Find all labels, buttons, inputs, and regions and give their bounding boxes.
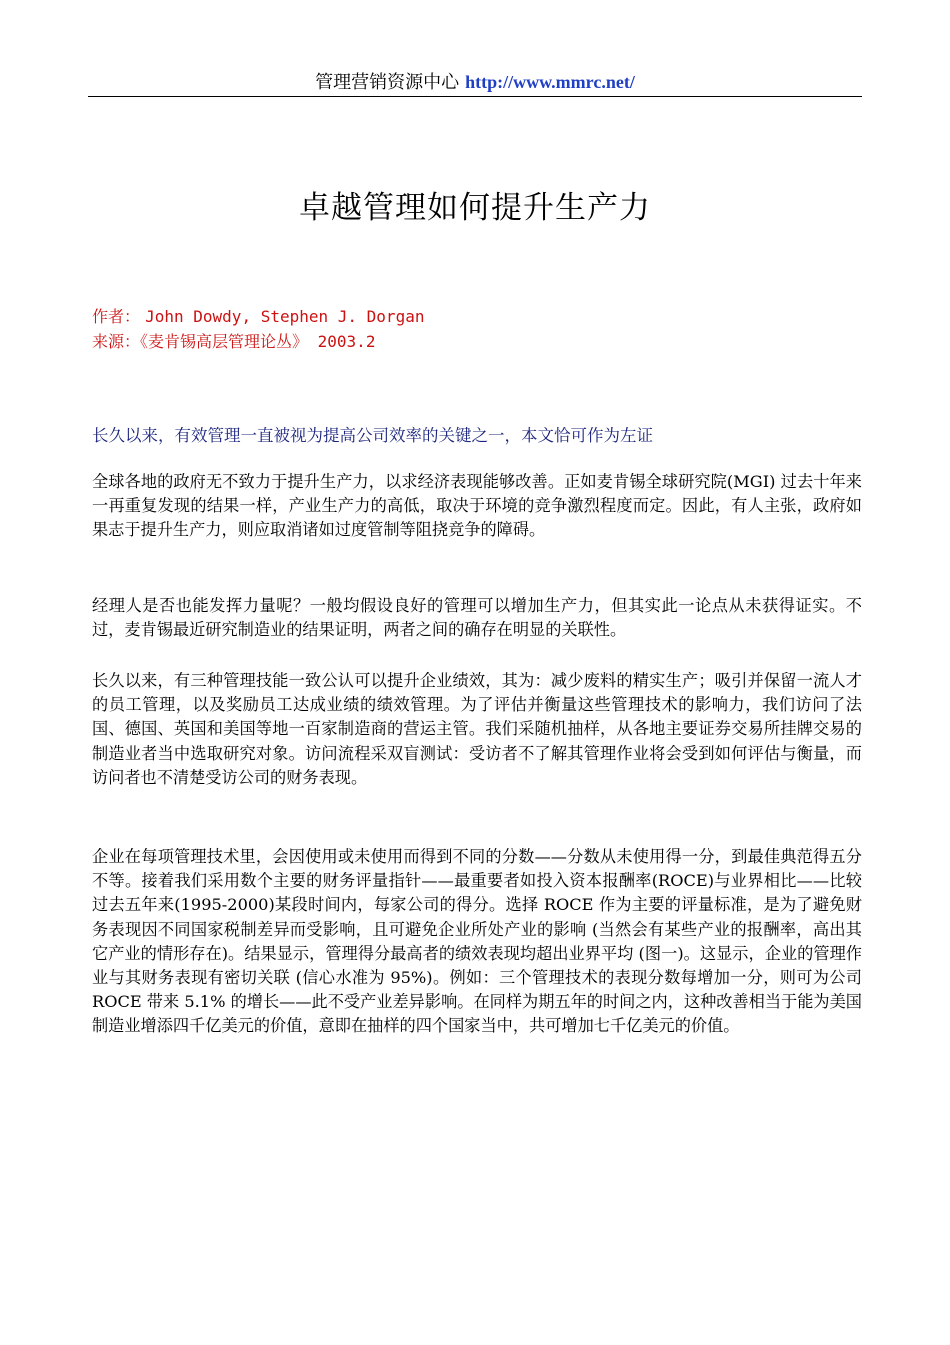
- author-value: John Dowdy, Stephen J. Dorgan: [145, 307, 425, 326]
- author-line: [92, 304, 424, 329]
- site-url-link[interactable]: http://www.mmrc.net/: [465, 72, 635, 92]
- page-header: [88, 68, 862, 97]
- site-name: 管理营销资源中心: [315, 72, 460, 93]
- article-intro: 长久以来，有效管理一直被视为提高公司效率的关键之一，本文恰可作为左证: [92, 426, 653, 445]
- paragraph-3: 长久以来，有三种管理技能一致公认可以提升企业绩效，其为：减少废料的精实生产；吸引并保留一流人才的员工管理，以及奖励员工达成业绩的绩效管理。为了评估并衡量这些管理技术的影响力，我们访问了法国、德国、英国和美国等地一百家制造商的营运主管。我们采随机抽样，从各地主要证券交易所挂牌交易的制造业者当中选取研究对象。访问流程采双盲测试：受访者不了解其管理作业将会受到如何评估与衡量，而访问者也不清楚受访公司的财务表现。: [92, 671, 862, 787]
- article-meta: [92, 304, 424, 354]
- paragraph-1: 全球各地的政府无不致力于提升生产力，以求经济表现能够改善。正如麦肯锡全球研究院(MGI) 过去十年来一再重复发现的结果一样，产业生产力的高低，取决于环境的竞争激烈程度而定。因此，有人主张，政府如果志于提升生产力，则应取消诸如过度管制等阻挠竞争的障碍。: [92, 472, 862, 540]
- source-value: 《麦肯锡高层管理论丛》 2003.2: [140, 332, 376, 351]
- author-label: 作者：: [92, 307, 141, 326]
- article-title: 卓越管理如何提升生产力: [299, 190, 651, 226]
- source-label: 来源：: [92, 332, 141, 351]
- paragraph-2: 经理人是否也能发挥力量呢？一般均假设良好的管理可以增加生产力，但其实此一论点从未获得证实。不过，麦肯锡最近研究制造业的结果证明，两者之间的确存在明显的关联性。: [92, 596, 862, 640]
- source-line: [92, 329, 424, 354]
- paragraph-4: 企业在每项管理技术里，会因使用或未使用而得到不同的分数——分数从未使用得一分，到最佳典范得五分不等。接着我们采用数个主要的财务评量指针——最重要者如投入资本报酬率(ROCE)与业界相比——比较过去五年来(1995-2000)某段时间内，每家公司的得分。选择 ROCE 作为主要的评量标准，是为了避免财务表现因不同国家税制差异而受影响，且可避免企业所处产业的影响 (当然会有某些产业的报酬率，高出其它产业的情形存在)。结果显示，管理得分最高者的绩效表现均超出业界平均 (图一)。这显示，企业的管理作业与其财务表现有密切关联 (信心水准为 95%)。例如：三个管理技术的表现分数每增加一分，则可为公司 ROCE 带来 5.1% 的增长——此不受产业差异影响。在同样为期五年的时间之内，这种改善相当于能为美国制造业增添四千亿美元的价值，意即在抽样的四个国家当中，共可增加七千亿美元的价值。: [92, 847, 862, 1036]
